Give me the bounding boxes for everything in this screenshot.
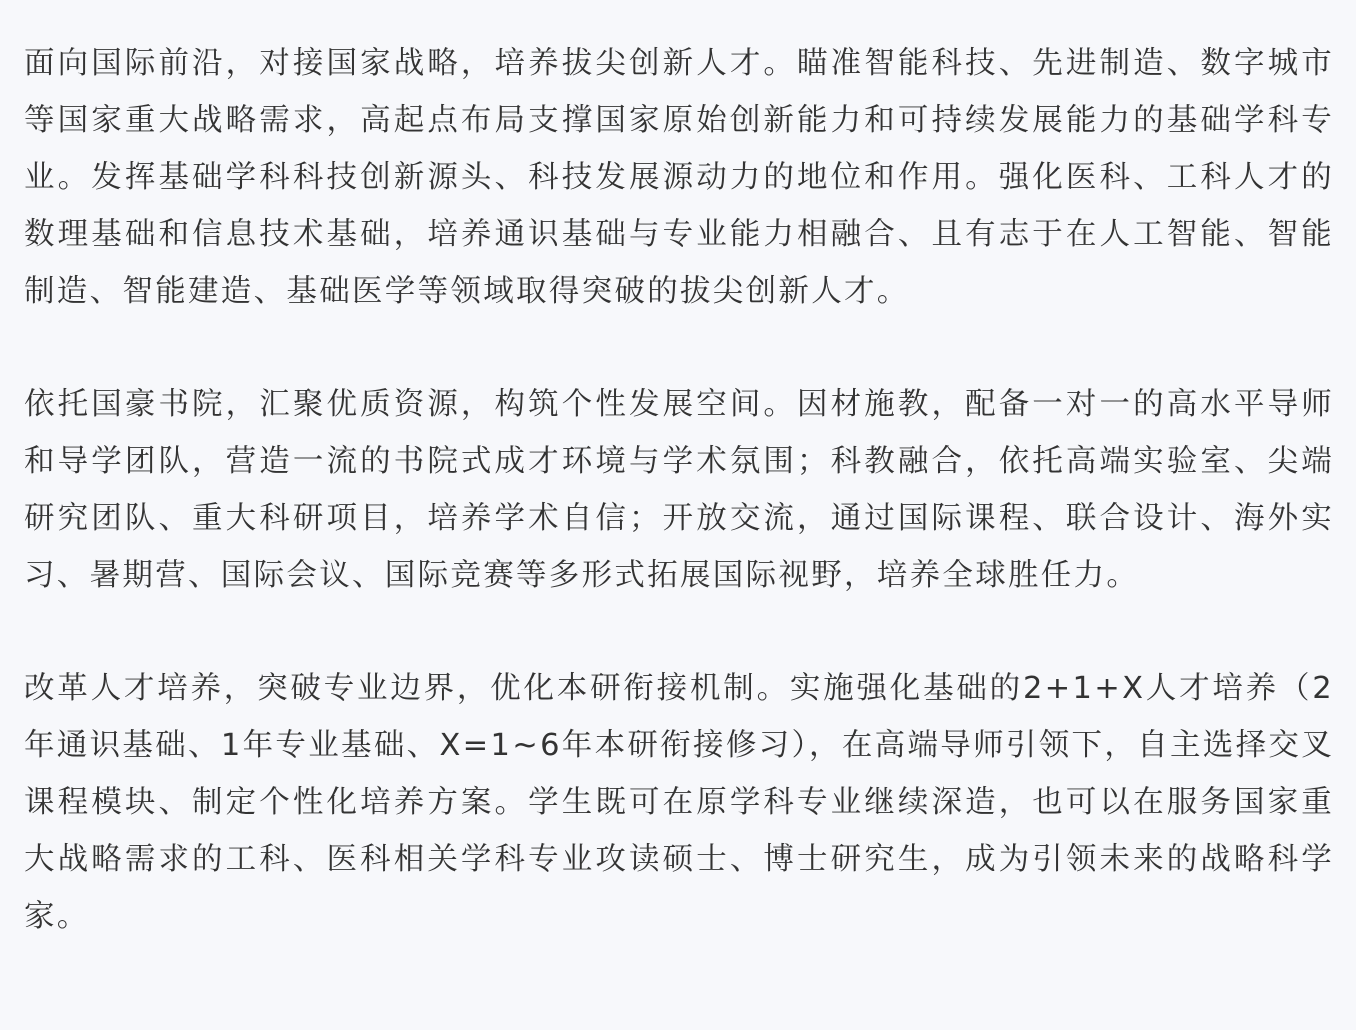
paragraph-training-reform: 改革人才培养，突破专业边界，优化本研衔接机制。实施强化基础的2+1+X人才培养（2年通识基础、1年专业基础、X=1~6年本研衔接修习），在高端导师引领下，自主选择交叉课程模块、制定个性化培养方案。学生既可在原学科专业继续深造，也可以在服务国家重大战略需求的工科、医科相关学科专业攻读硕士、博士研究生，成为引领未来的战略科学家。 xyxy=(24,671,1334,934)
paragraph-academy-resources: 依托国豪书院，汇聚优质资源，构筑个性发展空间。因材施教，配备一对一的高水平导师和导学团队，营造一流的书院式成才环境与学术氛围；科教融合，依托高端实验室、尖端研究团队、重大科研项目，培养学术自信；开放交流，通过国际课程、联合设计、海外实习、暑期营、国际会议、国际竞赛等多形式拓展国际视野，培养全球胜任力。 xyxy=(24,387,1334,593)
paragraph-frontier-strategy: 面向国际前沿，对接国家战略，培养拔尖创新人才。瞄准智能科技、先进制造、数字城市等国家重大战略需求，高起点布局支撑国家原始创新能力和可持续发展能力的基础学科专业。发挥基础学科科技创新源头、科技发展源动力的地位和作用。强化医科、工科人才的数理基础和信息技术基础，培养通识基础与专业能力相融合、且有志于在人工智能、智能制造、智能建造、基础医学等领域取得突破的拔尖创新人才。 xyxy=(24,46,1334,309)
